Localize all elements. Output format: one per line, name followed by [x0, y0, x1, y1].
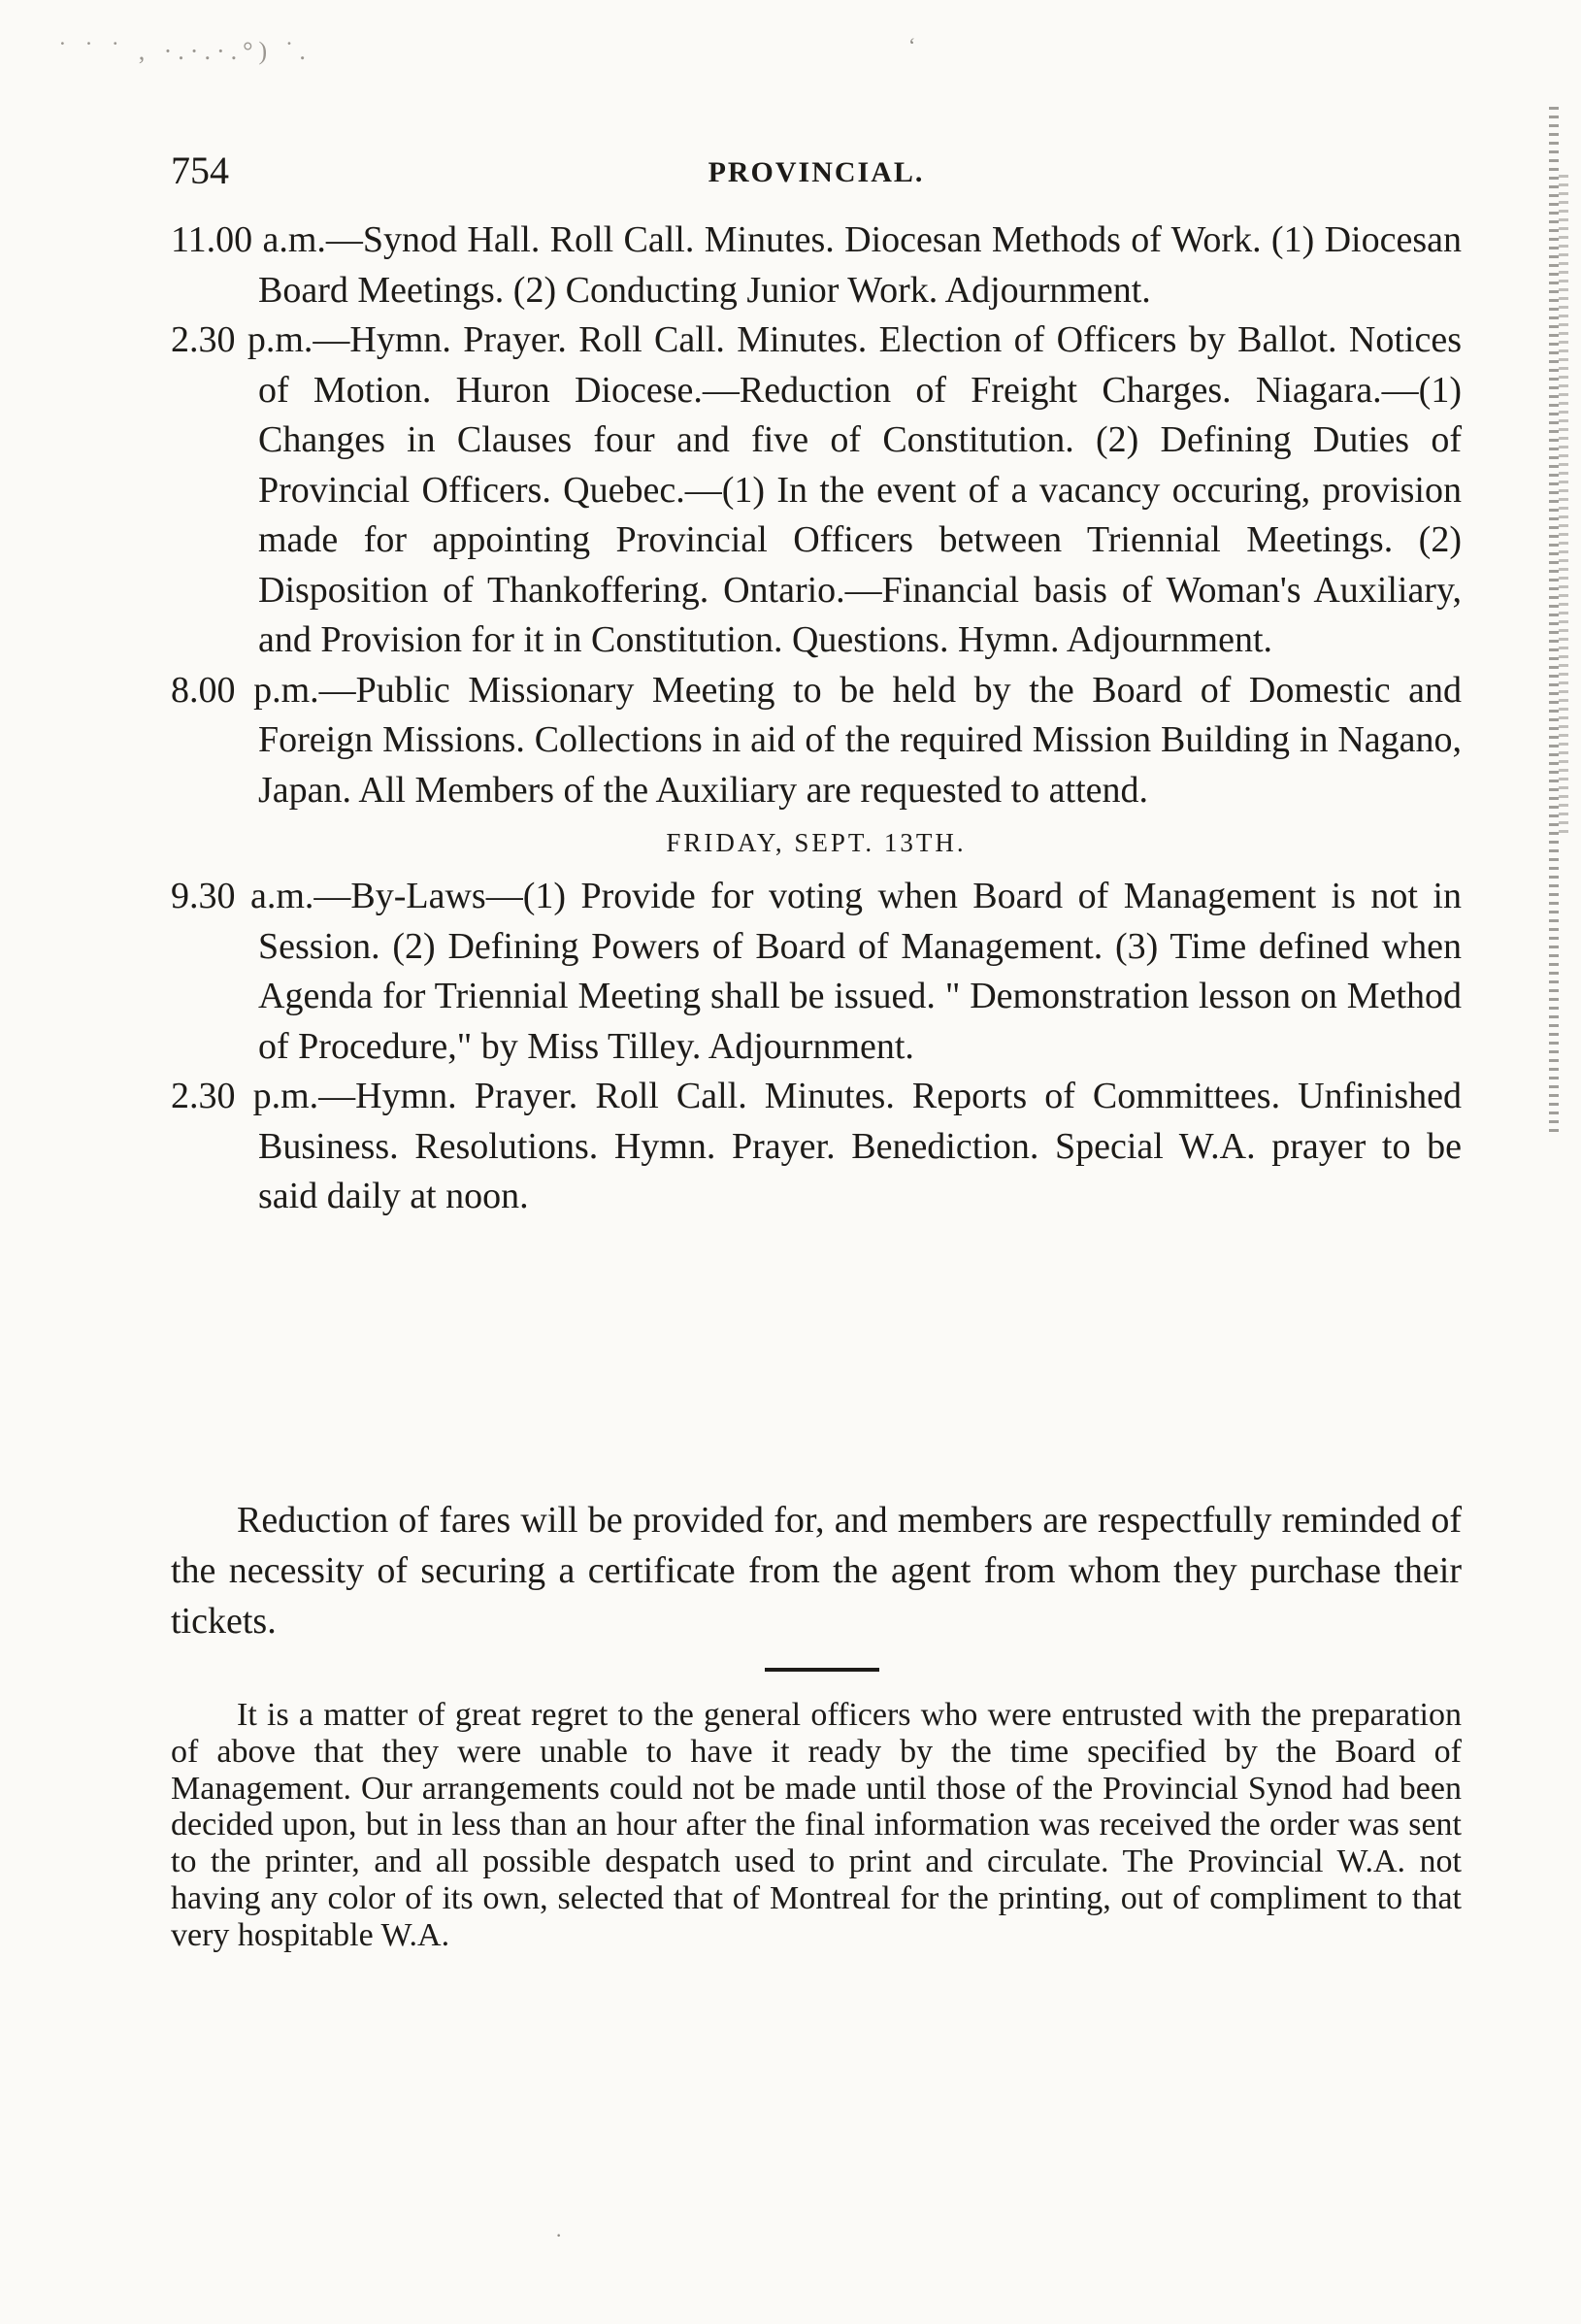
- section-divider: [765, 1668, 879, 1672]
- agenda-entry: [171, 1072, 1462, 1222]
- scan-speck: ·: [555, 2223, 563, 2247]
- entry-time: 8.00 p.m.—: [171, 669, 356, 711]
- agenda-entry: [171, 315, 1462, 666]
- entry-time: 2.30 p.m.—: [171, 319, 350, 360]
- margin-edge-artifact: [1559, 175, 1568, 835]
- page-number: 754: [171, 149, 229, 192]
- running-title: PROVINCIAL.: [708, 156, 925, 188]
- entry-text: By-Laws—(1) Provide for voting when Board of Management is not in Session. (2) Defining Powers of Board of Management. (3) Time defined when Agenda for Triennial Meeting shall be issued. " Demonstration lesson on Method of Procedure," by Miss Tilley. Adjournment.: [258, 876, 1462, 1067]
- agenda-section: [171, 216, 1462, 1222]
- agenda-entry: [171, 872, 1462, 1072]
- day-heading: FRIDAY, SEPT. 13TH.: [666, 828, 967, 857]
- agenda-entry: [171, 666, 1462, 816]
- entry-text: Hymn. Prayer. Roll Call. Minutes. Election of Officers by Ballot. Notices of Motion. Huron Diocese.—Reduction of Freight Charges. Niagara.—(1) Changes in Clauses four and five of Constitution. (2) Defining Duties of Provincial Officers. Quebec.—(1) In the event of a vacancy occuring, provision made for appointing Provincial Officers between Triennial Meetings. (2) Disposition of Thankoffering. Ontario.—Financial basis of Woman's Auxiliary, and Provision for it in Constitution. Questions. Hymn. Adjournment.: [258, 319, 1462, 660]
- footnote-paragraph: It is a matter of great regret to the general officers who were entrusted with the preparation of above that they were unable to have it ready by the time specified by the Board of Management. Our arrangements could not be made until those of the Provincial Synod had been decided upon, but in less than an hour after the final information was received the order was sent to the printer, and all possible despatch used to print and circulate. The Provincial W.A. not having any color of its own, selected that of Montreal for the printing, out of compliment to that very hospitable W.A.: [171, 1697, 1462, 1953]
- entry-text: Hymn. Prayer. Roll Call. Minutes. Reports of Committees. Unfinished Business. Resolutions. Hymn. Prayer. Benediction. Special W.A. prayer to be said daily at noon.: [258, 1076, 1463, 1216]
- margin-edge-artifact: [1549, 107, 1559, 1136]
- entry-text: Public Missionary Meeting to be held by the Board of Domestic and Foreign Missions. Collections in aid of the required Mission Building in Nagano, Japan. All Members of the Auxiliary are requested to attend.: [258, 669, 1463, 811]
- scan-speck: ‘: [908, 33, 916, 57]
- entry-text: Synod Hall. Roll Call. Minutes. Diocesan Methods of Work. (1) Diocesan Board Meetings. (2) Conducting Junior Work. Adjournment.: [258, 219, 1463, 311]
- entry-time: 2.30 p.m.—: [171, 1076, 356, 1116]
- fares-notice: Reduction of fares will be provided for, and members are respectfully reminded of the necessity of securing a certificate from the agent from whom they purchase their tickets.: [171, 1500, 1462, 1642]
- scan-smudge: ˙ ˙ ˙ ‚ ·.·.·.°) ˙.: [58, 37, 312, 65]
- entry-time: 11.00 a.m.—: [171, 219, 363, 260]
- agenda-entry: [171, 216, 1462, 315]
- page-header: [171, 146, 1462, 196]
- entry-time: 9.30 a.m.—: [171, 876, 351, 916]
